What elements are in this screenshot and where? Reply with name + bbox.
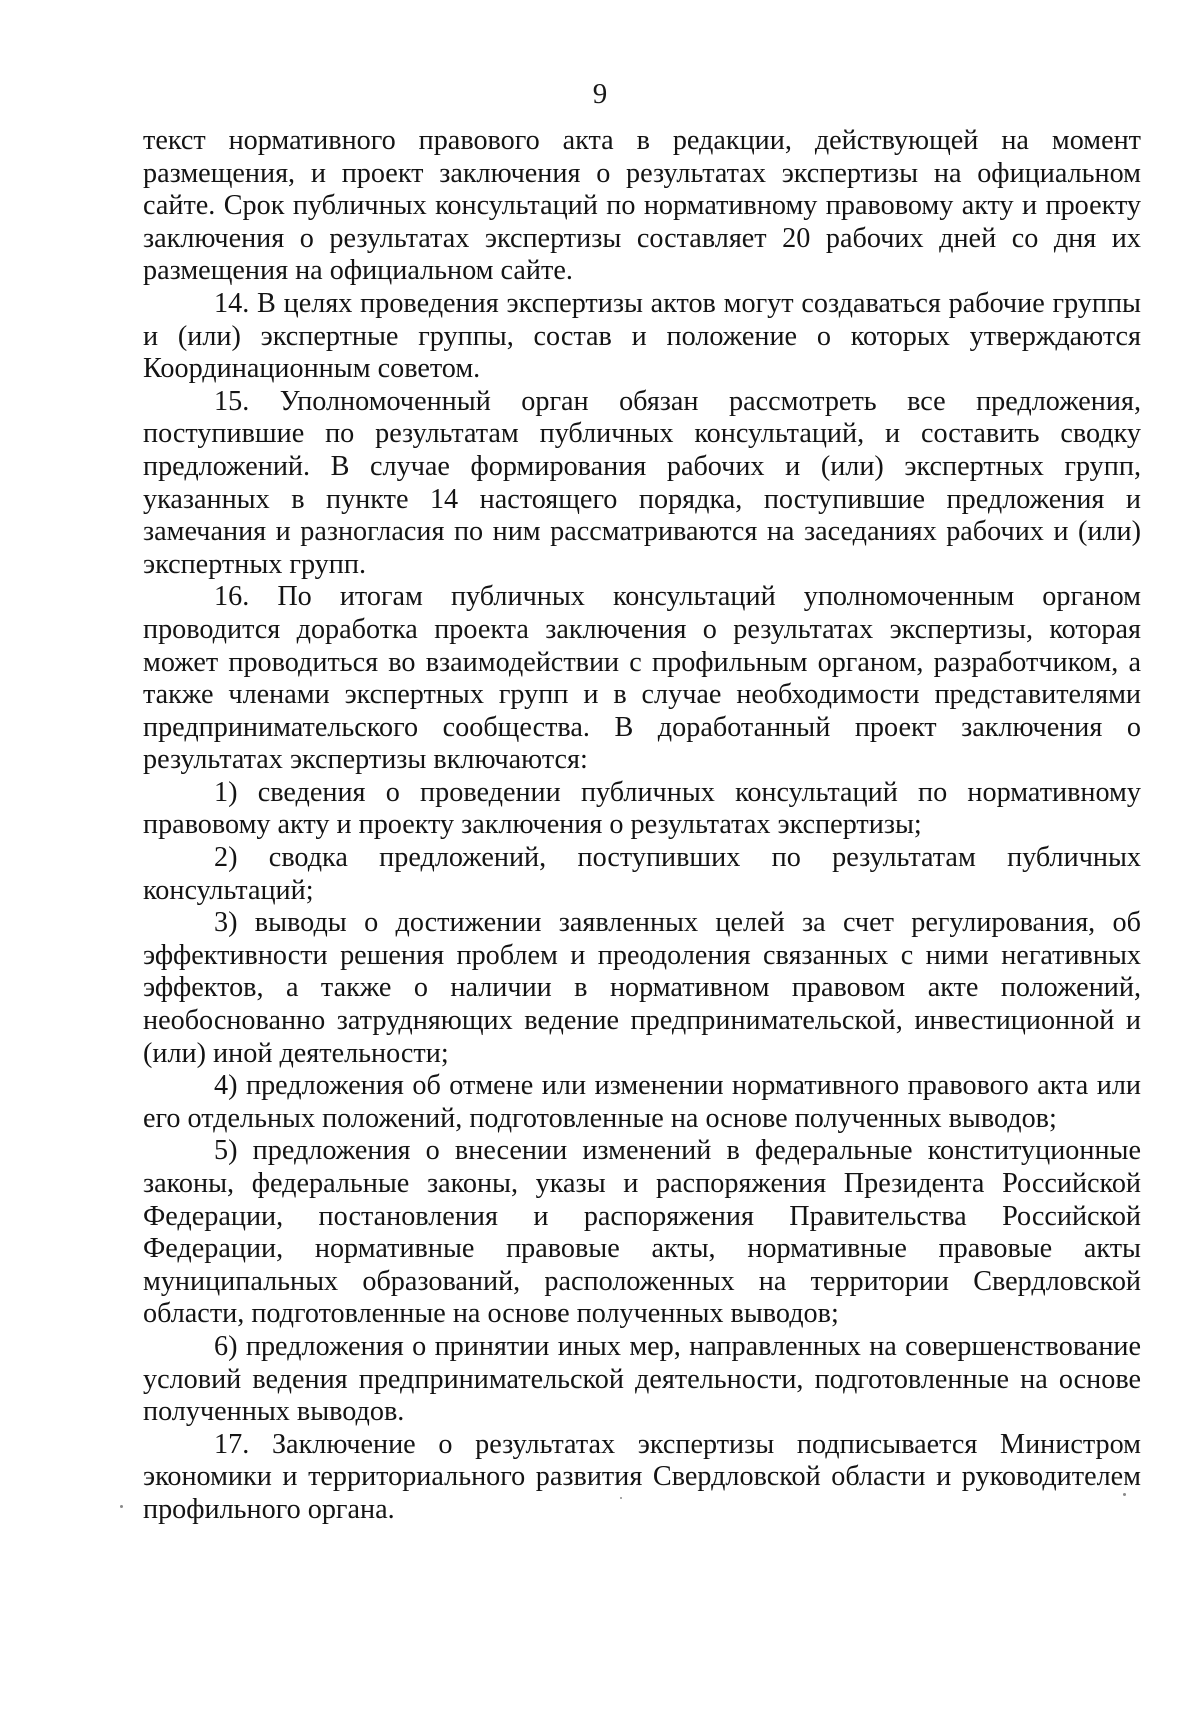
subitem-3: 3) выводы о достижении заявленных целей за счет регулирования, об эффективности решения проблем и преодоления связанных с ними негативных эффектов, а также о наличии в нормативном правовом акте положений, необоснованно затрудняющих ведение предпринимательской, инвестиционной и (или) иной деятельности; [143, 907, 1141, 1069]
document-body [143, 125, 1141, 1527]
paragraph-item-15: 15. Уполномоченный орган обязан рассмотреть все предложения, поступившие по результатам публичных консультаций, и составить сводку предложений. В случае формирования рабочих и (или) экспертных групп, указанных в пункте 14 настоящего порядка, поступившие предложения и замечания и разногласия по ним рассматриваются на заседаниях рабочих и (или) экспертных групп. [143, 385, 1141, 580]
scan-speck [620, 1497, 622, 1499]
subitem-4: 4) предложения об отмене или изменении нормативного правового акта или его отдельных положений, подготовленные на основе полученных выводов; [143, 1070, 1141, 1134]
subitem-1: 1) сведения о проведении публичных консультаций по нормативному правовому акту и проекту заключения о результатах экспертизы; [143, 776, 1141, 841]
paragraph-item-16: 16. По итогам публичных консультаций уполномоченным органом проводится доработка проекта заключения о результатах экспертизы, которая может проводиться во взаимодействии с профильным органом, разработчиком, а также членами экспертных групп и в случае необходимости представителями предпринимательского сообщества. В доработанный проект заключения о результатах экспертизы включаются: [143, 581, 1141, 776]
paragraph-item-17: 17. Заключение о результатах экспертизы подписывается Министром экономики и территориального развития Свердловской области и руководителем профильного органа. [143, 1428, 1141, 1525]
subitem-5: 5) предложения о внесении изменений в федеральные конституционные законы, федеральные законы, указы и распоряжения Президента Российской Федерации, постановления и распоряжения Правительства Российской Федерации, нормативные правовые акты, нормативные правовые акты муниципальных образований, расположенных на территории Свердловской области, подготовленные на основе полученных выводов; [143, 1135, 1141, 1330]
subitem-2: 2) сводка предложений, поступивших по результатам публичных консультаций; [143, 842, 1141, 906]
page-number: 9 [592, 78, 608, 110]
scan-speck [1123, 1493, 1126, 1496]
scan-speck [120, 1505, 123, 1508]
paragraph-continuation: текст нормативного правового акта в редакции, действующей на момент размещения, и проект заключения о результатах экспертизы на официальном сайте. Срок публичных консультаций по нормативному правовому акту и проекту заключения о результатах экспертизы составляет 20 рабочих дней со дня их размещения на официальном сайте. [143, 125, 1141, 287]
subitem-6: 6) предложения о принятии иных мер, направленных на совершенствование условий ведения предпринимательской деятельности, подготовленные на основе полученных выводов. [143, 1330, 1141, 1428]
paragraph-item-14: 14. В целях проведения экспертизы актов могут создаваться рабочие группы и (или) экспертные группы, состав и положение о которых утверждаются Координационным советом. [143, 287, 1141, 385]
